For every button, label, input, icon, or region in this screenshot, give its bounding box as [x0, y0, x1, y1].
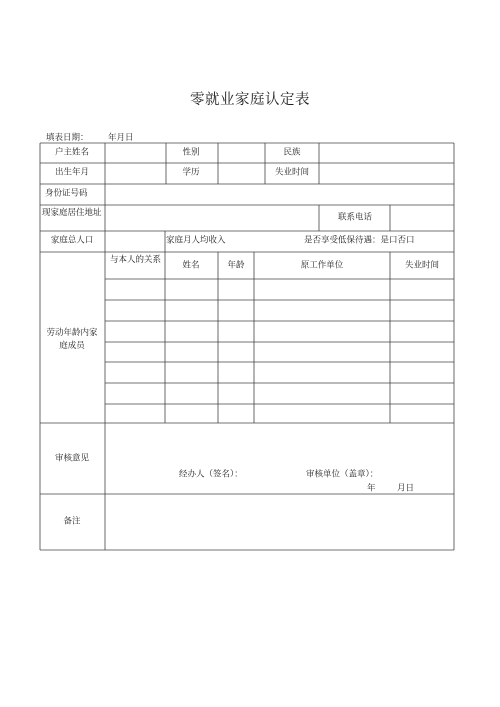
handler-signature-label: 经办人（签名）：: [179, 469, 243, 480]
unemployed-time-label: 失业时间: [274, 167, 310, 178]
id-number-label: 身份证号码: [45, 188, 88, 199]
remarks-label: 备注: [63, 516, 81, 527]
col-age: 年龄: [227, 260, 245, 271]
review-unit-seal-label: 审核单位（盖章）：: [306, 469, 379, 480]
low-income-question: 是否享受低保待遇：是口否口: [304, 235, 415, 246]
ethnicity-label: 民族: [283, 147, 301, 158]
form-title: 零就业家庭认定表: [190, 92, 310, 108]
birth-label: 出生年月: [54, 167, 90, 178]
address-label: 现家庭居住地址: [42, 208, 102, 218]
family-members-label: 劳动年龄内家庭成员: [46, 328, 98, 351]
col-name: 姓名: [182, 260, 200, 271]
gender-label: 性别: [182, 147, 200, 158]
fill-date-label: 填表日期：: [46, 133, 89, 143]
col-former-employer: 原工作单位: [300, 260, 344, 271]
monthly-income-label: 家庭月人均收入: [166, 235, 226, 246]
col-relation: 与本人的关系: [110, 255, 162, 265]
phone-label: 联系电话: [337, 212, 373, 223]
col-unemployed-time: 失业时间: [404, 260, 440, 271]
review-date-year: 年: [367, 483, 376, 494]
education-label: 学历: [182, 167, 200, 178]
review-label: 审核意见: [54, 453, 90, 464]
household-size-label: 家庭总人口: [50, 235, 94, 246]
head-name-label: 户主姓名: [54, 147, 90, 158]
review-date-month-day: 月日: [397, 483, 415, 494]
fill-date-value[interactable]: 年月日: [108, 133, 134, 143]
